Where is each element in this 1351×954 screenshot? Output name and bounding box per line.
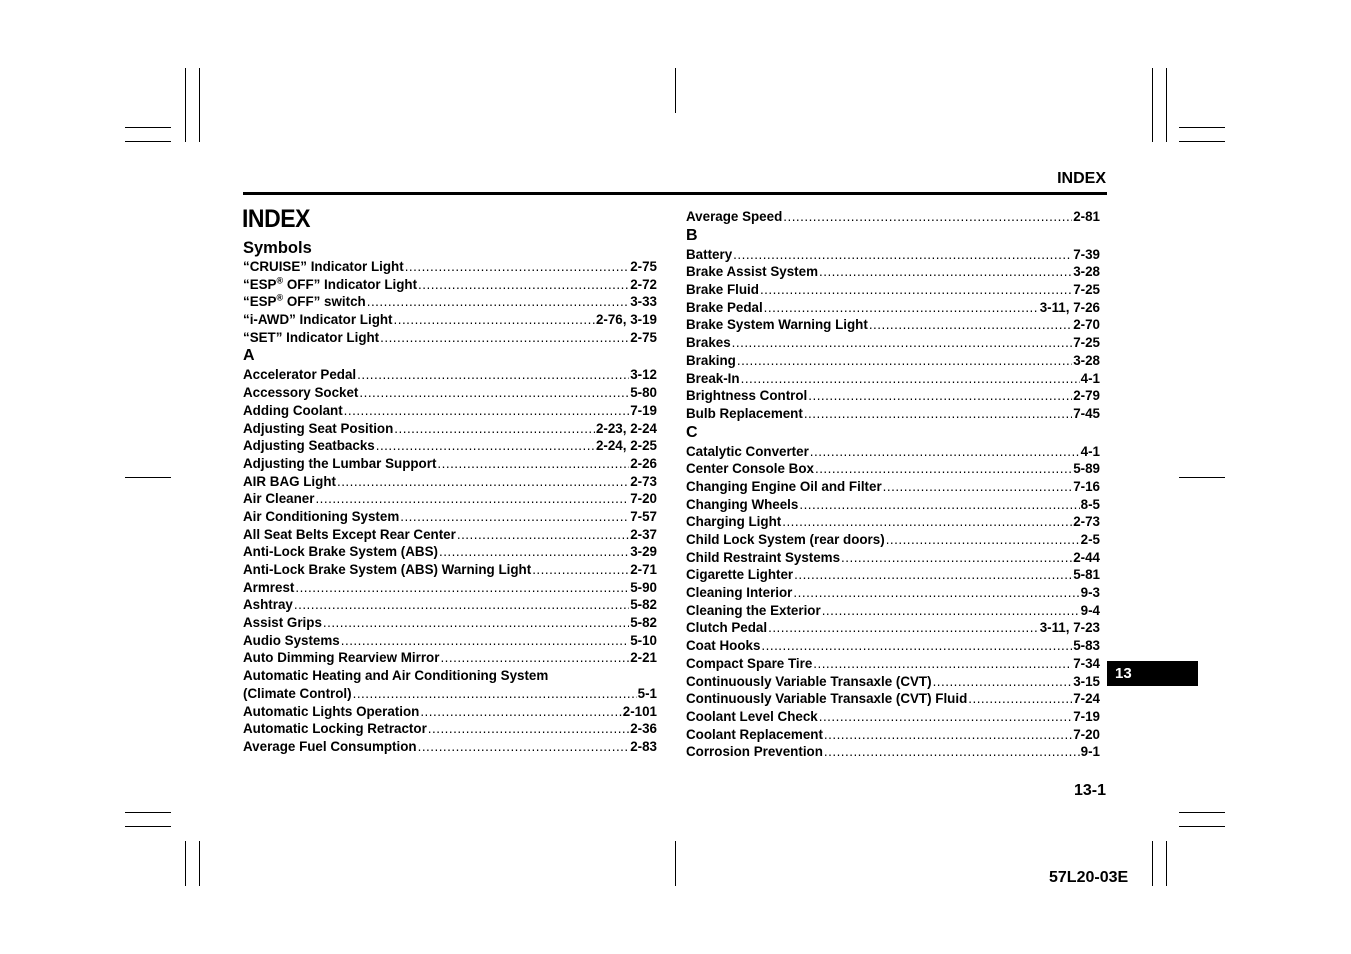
index-entry — [243, 293, 657, 311]
index-entry — [686, 370, 1100, 388]
index-page-ref[interactable]: 3-15 — [1073, 673, 1100, 689]
index-entry — [243, 329, 657, 347]
dot-leader — [353, 685, 637, 703]
index-page-ref[interactable]: 2-44 — [1073, 549, 1100, 565]
dot-leader — [886, 531, 1080, 549]
index-entry — [686, 263, 1100, 281]
index-entry — [686, 549, 1100, 567]
dot-leader — [394, 420, 595, 438]
index-entry — [243, 420, 657, 438]
index-page-ref[interactable]: 7-19 — [630, 402, 657, 418]
index-page-ref[interactable]: 5-81 — [1073, 567, 1100, 583]
dot-leader — [783, 208, 1072, 226]
dot-leader — [869, 316, 1072, 334]
index-page-ref[interactable]: 2-71 — [630, 562, 657, 577]
index-page-ref[interactable]: 5-90 — [630, 579, 657, 595]
index-term: Brake Assist System — [686, 264, 818, 280]
index-term: Coat Hooks — [686, 638, 761, 654]
symbols-list — [243, 258, 657, 346]
dot-leader — [933, 673, 1073, 691]
index-entry — [686, 513, 1100, 531]
dot-leader — [741, 370, 1080, 388]
index-entry — [243, 632, 657, 650]
registered-mark: ® — [276, 292, 284, 303]
index-term: Adjusting Seatbacks — [243, 438, 375, 454]
c-entries-list — [686, 443, 1100, 761]
index-entry — [243, 579, 657, 597]
dot-leader — [380, 329, 629, 347]
index-term: Battery — [686, 246, 733, 262]
index-page-ref[interactable]: 2-26 — [630, 455, 657, 471]
index-term: Clutch Pedal — [686, 620, 768, 636]
index-entry — [243, 738, 657, 756]
index-page-ref[interactable]: 2-83 — [630, 738, 657, 754]
index-entry — [243, 311, 657, 329]
index-page-ref[interactable]: 2-75 — [630, 259, 657, 274]
index-term: Continuously Variable Transaxle (CVT) — [686, 673, 932, 689]
index-term: Assist Grips — [243, 615, 322, 631]
index-entry — [686, 478, 1100, 496]
index-page-ref[interactable]: 4-1 — [1080, 370, 1100, 386]
index-term: Ashtray — [243, 597, 293, 613]
index-term: Accelerator Pedal — [243, 367, 357, 383]
index-page-ref[interactable]: 2-5 — [1080, 532, 1100, 547]
index-term: Catalytic Converter — [686, 443, 809, 459]
index-entry — [243, 667, 657, 685]
section-heading-a: A — [243, 347, 255, 365]
index-term: Changing Wheels — [686, 496, 799, 512]
index-entry — [243, 561, 657, 579]
index-entry — [243, 614, 657, 632]
running-header: INDEX — [1057, 170, 1106, 187]
index-page-ref[interactable]: 8-5 — [1080, 496, 1100, 512]
index-entry — [686, 743, 1100, 761]
top-entries-list — [686, 208, 1100, 226]
index-page-ref[interactable]: 2-73 — [1073, 514, 1100, 530]
index-term: Cigarette Lighter — [686, 567, 794, 583]
index-entry — [243, 276, 657, 294]
dot-leader — [813, 655, 1072, 673]
index-term: Brakes — [686, 335, 731, 351]
dot-leader — [733, 246, 1072, 264]
dot-leader — [824, 726, 1072, 744]
index-page-ref[interactable]: 2-101 — [622, 703, 657, 719]
index-page-ref[interactable]: 3-28 — [1073, 352, 1100, 368]
index-term: Average Fuel Consumption — [243, 738, 417, 754]
index-entry — [686, 316, 1100, 334]
dot-leader — [794, 566, 1072, 584]
index-entry — [686, 246, 1100, 264]
dot-leader — [437, 455, 629, 473]
dot-leader — [418, 276, 629, 294]
dot-leader — [294, 596, 629, 614]
index-term: “SET” Indicator Light — [243, 329, 380, 345]
index-entry — [243, 596, 657, 614]
index-term: Brake Fluid — [686, 282, 759, 298]
index-page-ref[interactable]: 9-3 — [1080, 585, 1100, 601]
index-page-ref[interactable]: 5-83 — [1073, 638, 1100, 654]
dot-leader — [822, 602, 1080, 620]
b-entries-list — [686, 246, 1100, 423]
index-term: Brake System Warning Light — [686, 317, 868, 333]
index-page-ref[interactable]: 7-45 — [1073, 405, 1100, 421]
index-page-ref[interactable]: 2-70 — [1073, 317, 1100, 333]
index-page-ref[interactable]: 3-28 — [1073, 264, 1100, 280]
index-page-ref[interactable]: 2-21 — [630, 650, 657, 666]
index-page-ref[interactable]: 2-24, 2-25 — [595, 438, 657, 454]
index-page-ref[interactable]: 5-10 — [630, 632, 657, 648]
dot-leader — [810, 443, 1080, 461]
index-term: Child Restraint Systems — [686, 549, 841, 565]
index-term: Brightness Control — [686, 388, 808, 404]
dot-leader — [799, 496, 1079, 514]
dot-leader — [440, 649, 629, 667]
index-column-left — [243, 238, 657, 756]
dot-leader — [295, 579, 629, 597]
dot-leader — [439, 543, 629, 561]
index-entry — [686, 673, 1100, 691]
index-entry — [243, 720, 657, 738]
registered-mark: ® — [276, 275, 284, 286]
dot-leader — [782, 513, 1072, 531]
index-term: Automatic Locking Retractor — [243, 721, 427, 737]
index-page-ref[interactable]: 5-82 — [630, 615, 657, 631]
index-entry — [686, 708, 1100, 726]
index-term-part: OFF” Indicator Light — [283, 276, 418, 292]
page-title: INDEX — [242, 205, 310, 233]
index-page-ref[interactable]: 7-24 — [1073, 691, 1100, 707]
dot-leader — [819, 263, 1072, 281]
index-term: Auto Dimming Rearview Mirror — [243, 650, 440, 666]
dot-leader — [418, 738, 630, 756]
index-entry — [686, 352, 1100, 370]
index-term: Armrest — [243, 579, 295, 595]
dot-leader — [819, 708, 1072, 726]
index-term — [243, 276, 417, 294]
index-entry — [686, 405, 1100, 423]
index-term: “i-AWD” Indicator Light — [243, 312, 393, 328]
index-entry — [243, 649, 657, 667]
index-entry — [243, 384, 657, 402]
index-term: Continuously Variable Transaxle (CVT) Fluid — [686, 691, 968, 707]
dot-leader — [768, 619, 1039, 637]
index-entry — [243, 685, 657, 703]
index-entry — [686, 443, 1100, 461]
dot-leader — [400, 508, 629, 526]
index-entry — [243, 526, 657, 544]
dot-leader — [457, 526, 629, 544]
index-entry — [243, 402, 657, 420]
index-entry — [686, 655, 1100, 673]
section-heading-symbols: Symbols — [243, 239, 312, 257]
header-rule — [243, 192, 1107, 195]
index-entry — [686, 602, 1100, 620]
index-term: Anti-Lock Brake System (ABS) Warning Light — [243, 562, 532, 577]
index-entry — [686, 726, 1100, 744]
index-term: Break-In — [686, 370, 740, 386]
dot-leader — [764, 299, 1039, 317]
index-term: “CRUISE” Indicator Light — [243, 259, 404, 274]
index-page-ref[interactable]: 7-57 — [630, 508, 657, 524]
index-term: Audio Systems — [243, 632, 340, 648]
dot-leader — [532, 561, 629, 579]
index-term: AIR BAG Light — [243, 473, 336, 489]
index-entry — [686, 619, 1100, 637]
index-term: Average Speed — [686, 209, 783, 224]
dot-leader — [808, 387, 1072, 405]
index-term-part: “ESP — [243, 276, 277, 292]
chapter-tab[interactable]: 13 — [1107, 661, 1198, 686]
index-page-ref[interactable]: 7-34 — [1073, 655, 1100, 671]
index-page-ref[interactable]: 5-82 — [630, 597, 657, 613]
index-entry — [243, 473, 657, 491]
dot-leader — [793, 584, 1079, 602]
dot-leader — [732, 334, 1073, 352]
dot-leader — [394, 311, 595, 329]
index-page-ref[interactable]: 7-16 — [1073, 478, 1100, 494]
index-page-ref[interactable]: 7-25 — [1073, 335, 1100, 351]
dot-leader — [376, 437, 595, 455]
dot-leader — [357, 366, 629, 384]
index-term: Changing Engine Oil and Filter — [686, 478, 882, 494]
index-term: Cleaning Interior — [686, 585, 793, 601]
dot-leader — [405, 258, 629, 276]
index-term: Air Conditioning System — [243, 508, 400, 524]
index-page-ref[interactable]: 5-80 — [630, 385, 657, 401]
a-entries-tail-list — [243, 703, 657, 756]
index-entry — [686, 566, 1100, 584]
dot-leader — [315, 490, 629, 508]
index-page-ref[interactable]: 9-4 — [1080, 602, 1100, 618]
index-entry — [243, 366, 657, 384]
index-term: Adjusting Seat Position — [243, 420, 394, 436]
dot-leader — [323, 614, 629, 632]
index-page-ref[interactable]: 7-20 — [1073, 726, 1100, 742]
index-entry — [243, 703, 657, 721]
dot-leader — [428, 720, 629, 738]
index-entry — [686, 387, 1100, 405]
index-term: Adjusting the Lumbar Support — [243, 455, 437, 471]
index-term: Braking — [686, 352, 736, 368]
index-term: Automatic Heating and Air Conditioning System — [243, 668, 549, 684]
index-entry — [686, 460, 1100, 478]
page-number: 13-1 — [1073, 782, 1106, 799]
index-page-ref[interactable]: 2-37 — [630, 526, 657, 542]
index-term: Charging Light — [686, 514, 782, 530]
index-entry — [686, 281, 1100, 299]
dot-leader — [737, 352, 1072, 370]
index-page-ref[interactable]: 7-19 — [1073, 708, 1100, 724]
index-entry — [243, 490, 657, 508]
index-term: (Climate Control) — [243, 685, 352, 701]
index-term: Bulb Replacement — [686, 405, 803, 421]
index-entry — [243, 455, 657, 473]
dot-leader — [337, 473, 629, 491]
index-term-part: OFF” switch — [283, 294, 366, 310]
index-term: Accessory Socket — [243, 385, 359, 401]
dot-leader — [883, 478, 1073, 496]
dot-leader — [344, 402, 630, 420]
index-term: Center Console Box — [686, 461, 814, 477]
dot-leader — [968, 690, 1072, 708]
index-entry — [686, 690, 1100, 708]
dot-leader — [359, 384, 629, 402]
index-page-ref[interactable]: 2-36 — [630, 721, 657, 737]
dot-leader — [841, 549, 1072, 567]
document-code: 57L20-03E — [1049, 869, 1129, 886]
index-page-ref[interactable]: 3-11, 7-26 — [1039, 299, 1100, 315]
section-heading-c: C — [686, 423, 698, 441]
index-page-ref[interactable]: 3-12 — [630, 367, 657, 383]
dot-leader — [420, 703, 621, 721]
dot-leader — [341, 632, 629, 650]
index-page-ref[interactable]: 3-11, 7-23 — [1039, 620, 1100, 636]
index-term: Air Cleaner — [243, 491, 315, 507]
index-term: Adding Coolant — [243, 402, 343, 418]
index-term: Automatic Lights Operation — [243, 703, 420, 719]
index-term: All Seat Belts Except Rear Center — [243, 526, 456, 542]
index-term: Coolant Replacement — [686, 726, 823, 742]
index-page-ref[interactable]: 2-73 — [630, 473, 657, 489]
index-term: Brake Pedal — [686, 299, 763, 315]
index-entry — [686, 299, 1100, 317]
index-entry — [686, 637, 1100, 655]
index-page-ref[interactable]: 2-23, 2-24 — [595, 420, 657, 436]
index-page-ref[interactable]: 5-89 — [1073, 461, 1100, 477]
index-page-ref[interactable]: 2-79 — [1073, 388, 1100, 404]
index-entry — [243, 543, 657, 561]
index-page-ref[interactable]: 3-33 — [630, 294, 657, 310]
dot-leader — [760, 281, 1072, 299]
index-term: Cleaning the Exterior — [686, 602, 821, 618]
index-entry — [243, 437, 657, 455]
index-page-ref[interactable]: 2-76, 3-19 — [595, 312, 657, 328]
index-term: Corrosion Prevention — [686, 744, 823, 760]
index-entry — [686, 334, 1100, 352]
index-page-ref[interactable]: 3-29 — [630, 544, 657, 560]
index-page-ref[interactable]: 2-72 — [630, 276, 657, 292]
index-entry — [686, 584, 1100, 602]
dot-leader — [367, 293, 629, 311]
index-entry — [243, 258, 657, 276]
index-term — [243, 293, 366, 311]
index-page-ref[interactable]: 2-81 — [1073, 209, 1100, 224]
index-page-ref[interactable]: 7-20 — [630, 491, 657, 507]
index-entry — [243, 508, 657, 526]
index-term: Compact Spare Tire — [686, 655, 813, 671]
index-column-right — [686, 208, 1100, 761]
a-entries-list — [243, 366, 657, 667]
index-page-ref[interactable]: 7-25 — [1073, 282, 1100, 298]
index-term: Coolant Level Check — [686, 708, 818, 724]
index-page-ref[interactable]: 7-39 — [1073, 246, 1100, 262]
index-entry — [686, 208, 1100, 226]
index-page-ref[interactable]: 4-1 — [1080, 443, 1100, 459]
section-heading-b: B — [686, 226, 698, 244]
index-term-part: “ESP — [243, 294, 277, 310]
index-entry — [686, 496, 1100, 514]
index-page-ref[interactable]: 5-1 — [637, 685, 657, 701]
dot-leader — [815, 460, 1072, 478]
dot-leader — [824, 743, 1080, 761]
dot-leader — [761, 637, 1072, 655]
index-term: Anti-Lock Brake System (ABS) — [243, 544, 438, 560]
index-page-ref[interactable]: 2-75 — [630, 329, 657, 345]
index-entry — [686, 531, 1100, 549]
index-term: Child Lock System (rear doors) — [686, 532, 885, 547]
index-page-ref[interactable]: 9-1 — [1080, 744, 1100, 760]
dot-leader — [804, 405, 1072, 423]
